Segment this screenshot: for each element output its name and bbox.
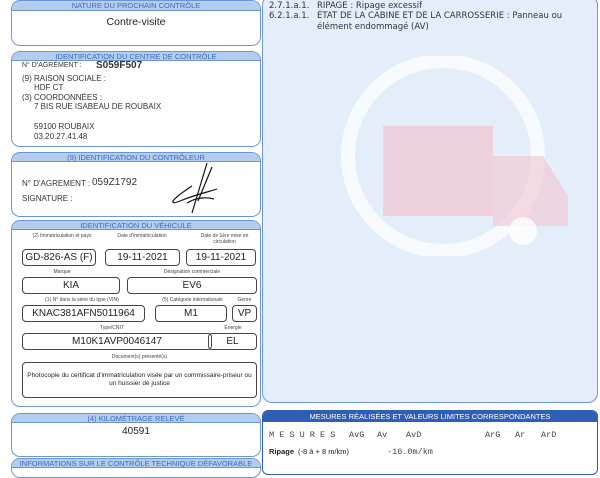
designation-field: EV6 xyxy=(127,277,257,294)
controller-agrement: 059Z1792 xyxy=(92,177,138,188)
marque-field: KIA xyxy=(22,277,120,294)
defect-text: RIPAGE : Ripage excessif xyxy=(317,1,423,11)
mileage-value: 40591 xyxy=(122,426,150,437)
col-av: Av xyxy=(377,430,388,440)
documents-field: Photocopie du certificat d'immatriculation visée par un commissaire-priseur ou un huissier de justice xyxy=(22,362,257,398)
date-first-label: Date de 1ère mise en circulation xyxy=(200,233,249,245)
ripage-label: Ripage xyxy=(269,447,295,456)
col-avg: AvG xyxy=(349,430,365,440)
categorie-field: M1 xyxy=(155,305,227,322)
genre-label: Genre xyxy=(237,297,252,303)
section-header: IDENTIFICATION DU CENTRE DE CONTRÔLE xyxy=(12,52,260,61)
defect-code: 2.7.1.a.1. xyxy=(269,1,310,11)
coord-label: (3) COORDONNÉES : xyxy=(22,93,103,102)
section-header: NATURE DU PROCHAIN CONTRÔLE xyxy=(12,1,260,11)
section-header: (4) KILOMÉTRAGE RELEVÉ xyxy=(12,414,260,423)
section-header: INFORMATIONS SUR LE CONTRÔLE TECHNIQUE DÉFAVORABLE xyxy=(12,459,260,468)
signature-image xyxy=(162,161,222,216)
energie-label: Énergie xyxy=(224,325,242,331)
type-field: M10K1AVP0046147 xyxy=(22,333,212,350)
immat-field: GD-826-AS (F) xyxy=(22,249,96,266)
designation-label: Désignation commerciale xyxy=(163,269,221,275)
vin-label: (1) N° dans la série du type (VIN) xyxy=(45,297,119,303)
vin-field: KNAC381AFN5011964 xyxy=(22,305,145,322)
defects-panel xyxy=(262,0,598,403)
next-control-value: Contre-visite xyxy=(106,16,166,28)
controller-agrement-label: N° D'AGREMENT : xyxy=(22,179,91,188)
next-control-box xyxy=(11,0,261,46)
center-agrement: S059F507 xyxy=(96,60,143,71)
vehicle-box xyxy=(11,220,261,407)
genre-field: VP xyxy=(232,305,257,322)
controller-box xyxy=(11,152,261,217)
address: 7 BIS RUE ISABEAU DE ROUBAIX xyxy=(34,102,162,111)
categorie-label: (5) Catégorie internationale xyxy=(162,297,223,303)
col-arg: ArG xyxy=(485,430,501,440)
signature-label: SIGNATURE : xyxy=(22,194,73,203)
date-immat-label: Date d'immatriculation xyxy=(117,233,167,239)
section-header: (9) IDENTIFICATION DU CONTRÔLEUR xyxy=(12,153,260,162)
mileage-box xyxy=(11,413,261,457)
center-box xyxy=(11,51,261,147)
date-immat-field: 19-11-2021 xyxy=(105,249,180,266)
marque-label: Marque xyxy=(53,269,71,275)
measures-heading: M E S U R E S xyxy=(269,430,336,440)
type-label: Type/CNIT xyxy=(100,325,124,331)
col-avd: AvD xyxy=(406,430,422,440)
ripage-value: -16.0m/km xyxy=(387,447,433,457)
col-ard: ArD xyxy=(541,430,557,440)
energie-field: EL xyxy=(208,333,257,350)
raison-label: (9) RAISON SOCIALE : xyxy=(22,74,107,83)
immat-label: (2) Immatriculation et pays xyxy=(32,233,92,239)
documents-label: Document(s) présenté(s) xyxy=(111,354,168,360)
phone: 03.20.27.41.48 xyxy=(34,132,88,141)
measures-header: MESURES RÉALISÉES ET VALEURS LIMITES CORRESPONDANTES xyxy=(263,411,597,422)
car-watermark-icon xyxy=(323,56,583,256)
defect-code: 6.2.1.a.1. xyxy=(269,11,310,21)
city: 59100 ROUBAIX xyxy=(34,122,95,131)
unfavorable-box xyxy=(11,458,261,478)
measures-panel xyxy=(262,410,598,475)
agrement-label: N° D'AGRÉMENT : xyxy=(22,62,82,69)
defect-text: ÉTAT DE LA CABINE ET DE LA CARROSSERIE : Panneau ou élément endommagé (AV) xyxy=(317,11,563,32)
col-ar: Ar xyxy=(515,430,526,440)
ripage-limit: (-8 à + 8 m/km) xyxy=(298,447,350,456)
date-first-field: 19-11-2021 xyxy=(186,249,256,266)
raison-value: HDF CT xyxy=(34,83,64,92)
section-header: IDENTIFICATION DU VÉHICULE xyxy=(12,221,260,230)
